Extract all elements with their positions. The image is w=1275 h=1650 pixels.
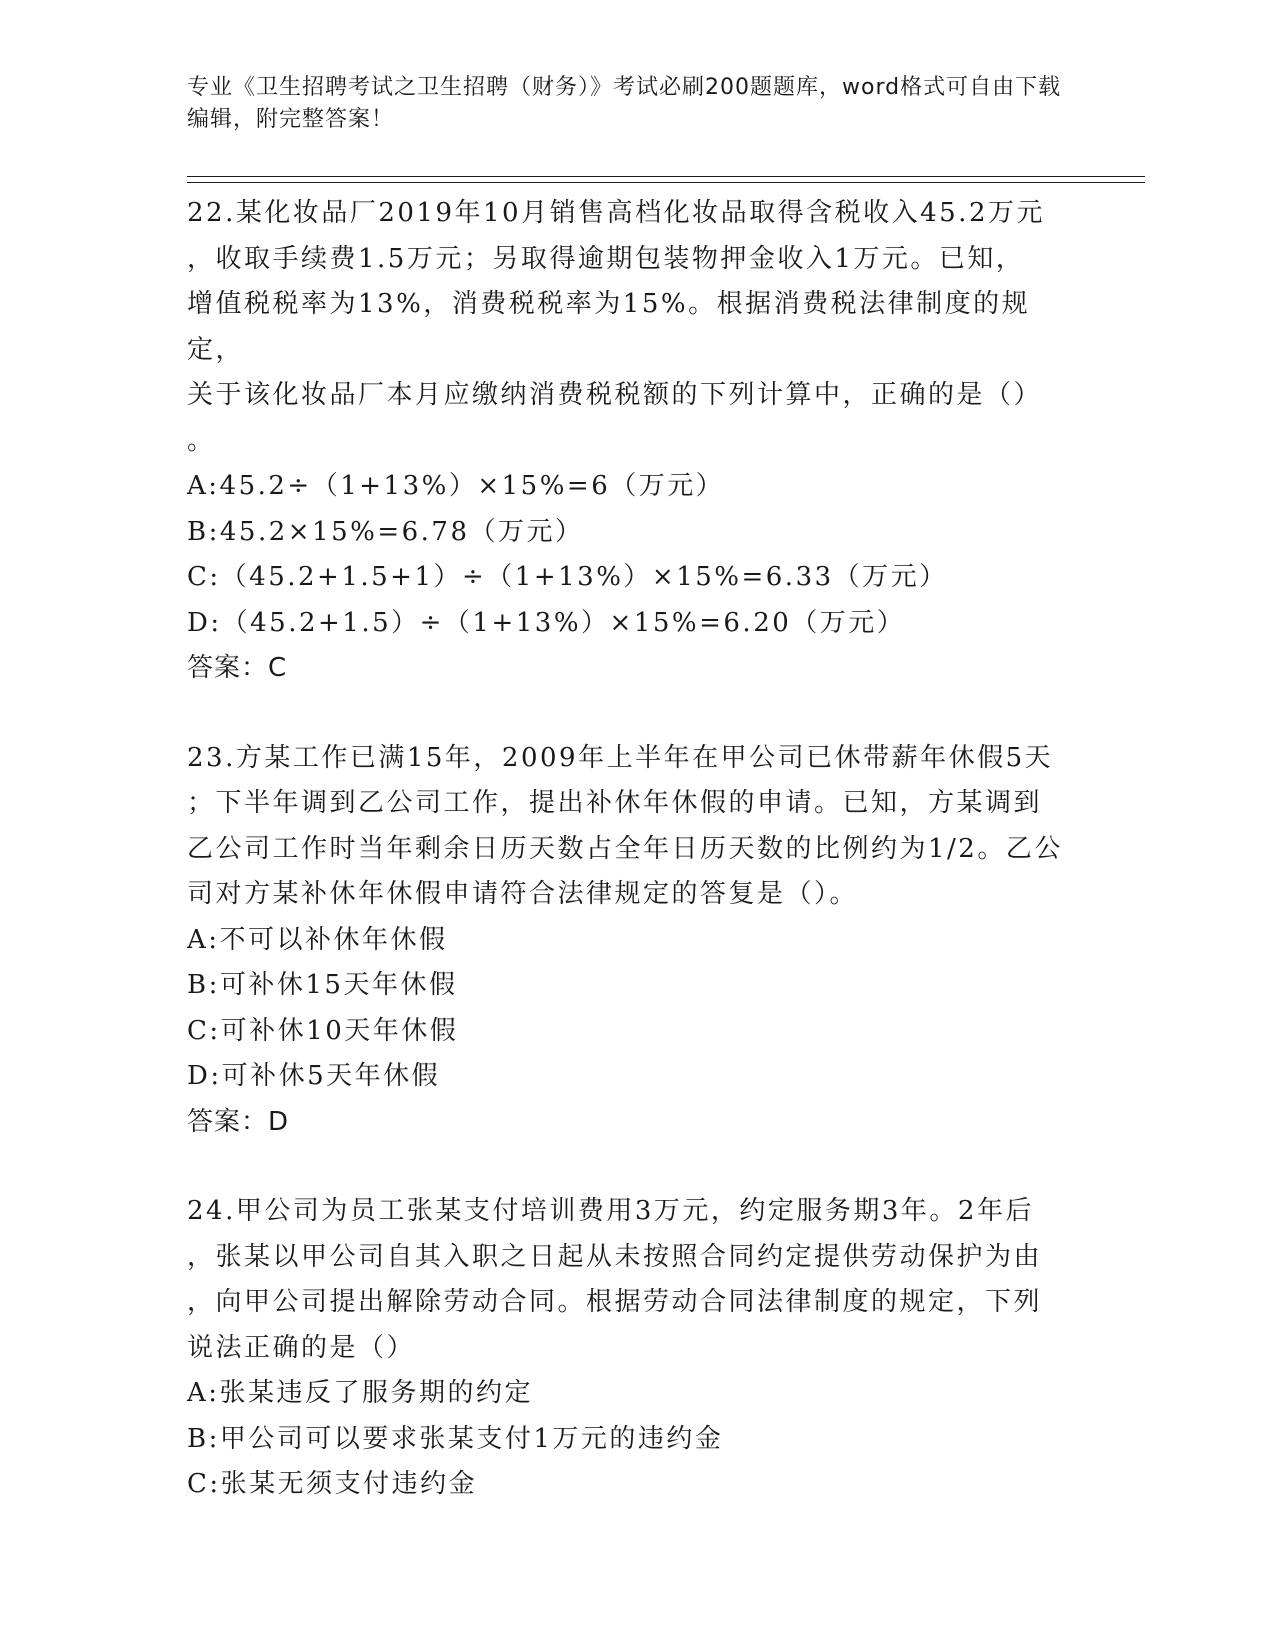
- header-rule-top: [187, 176, 1145, 177]
- question-text: 23.方某工作已满15年，2009年上半年在甲公司已休带薪年休假5天 ；下半年调到乙公司工作，提出补休年休假的申请。已知，方某调到 乙公司工作时当年剩余日历天数占全年日历天数的比例约为1/2。乙公 司对方某补休年休假申请符合法律规定的答复是（）。: [187, 742, 1063, 909]
- option-a: A:不可以补休年休假: [187, 924, 448, 955]
- option-b: B:可补休15天年休假: [187, 970, 458, 1000]
- answer: 答案：C: [187, 653, 288, 683]
- question-list: [187, 191, 1087, 1508]
- spacer: [187, 1145, 1087, 1189]
- option-c: C:（45.2+1.5+1）÷（1+13%）×15%=6.33（万元）: [187, 562, 948, 592]
- option-c: C:张某无须支付违约金: [187, 1469, 478, 1499]
- document-header: [187, 72, 1067, 136]
- option-b: B:甲公司可以要求张某支付1万元的违约金: [187, 1423, 724, 1454]
- answer: 答案：D: [187, 1106, 290, 1137]
- question-22: [187, 191, 1087, 692]
- option-c: C:可补休10天年休假: [187, 1015, 459, 1046]
- question-text: 24.甲公司为员工张某支付培训费用3万元，约定服务期3年。2年后 ，张某以甲公司自其入职之日起从未按照合同约定提供劳动保护为由 ，向甲公司提出解除劳动合同。根据劳动合同法律制度的规定，下列 说法正确的是（）: [187, 1196, 1043, 1363]
- spacer: [187, 692, 1087, 736]
- option-d: D:（45.2+1.5）÷（1+13%）×15%=6.20（万元）: [187, 607, 906, 638]
- question-24: [187, 1189, 1087, 1508]
- question-text: 22.某化妆品厂2019年10月销售高档化妆品取得含税收入45.2万元 ，收取手续费1.5万元；另取得逾期包装物押金收入1万元。已知， 增值税税率为13%，消费税税率为15%。根据消费税法律制度的规定， 关于该化妆品厂本月应缴纳消费税税额的下列计算中，正确的是（） 。: [187, 198, 1045, 456]
- option-a: A:45.2÷（1+13%）×15%=6（万元）: [187, 471, 725, 501]
- option-b: B:45.2×15%=6.78（万元）: [187, 516, 584, 547]
- header-title: 专业《卫生招聘考试之卫生招聘（财务）》考试必刷200题题库，word格式可自由下载编辑，附完整答案！: [187, 75, 1062, 132]
- question-23: [187, 736, 1087, 1146]
- option-d: D:可补休5天年休假: [187, 1061, 441, 1091]
- header-rule-bottom: [187, 182, 1145, 183]
- option-a: A:张某违反了服务期的约定: [187, 1378, 534, 1408]
